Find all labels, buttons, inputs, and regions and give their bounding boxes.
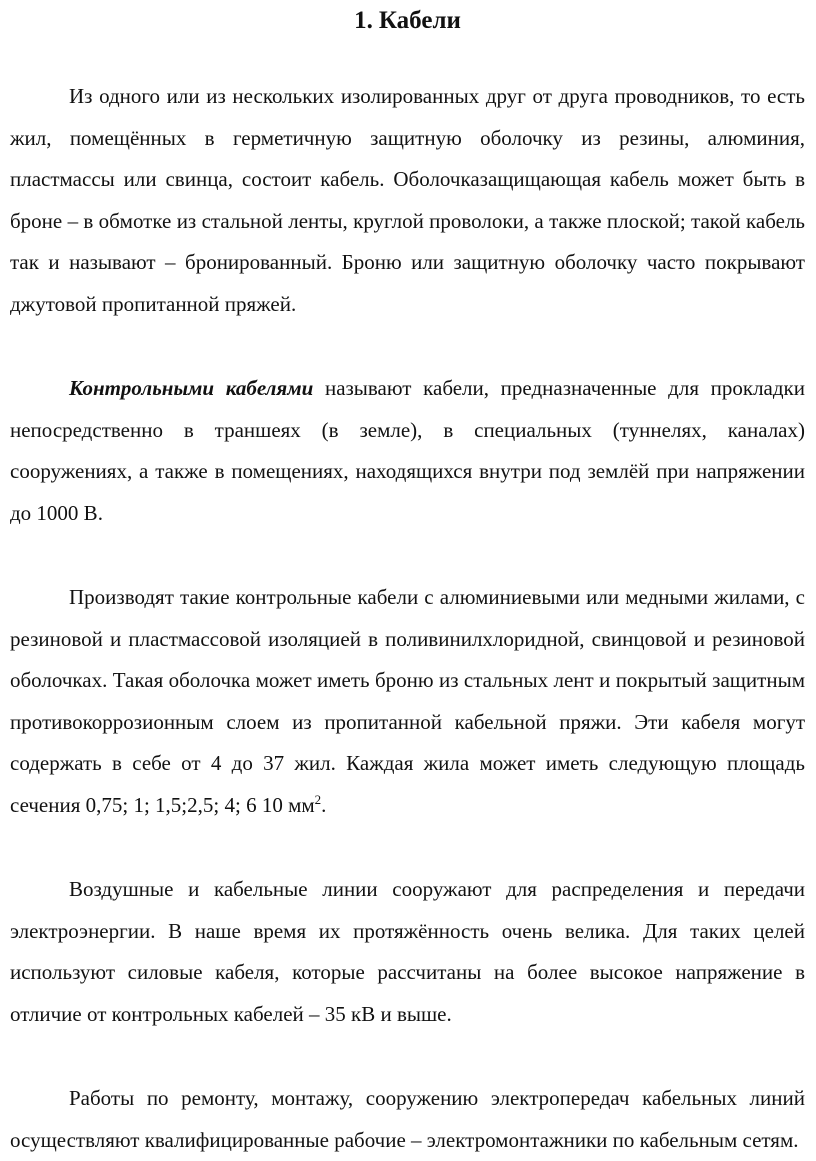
paragraph-power-lines: Воздушные и кабельные линии сооружают для распределения и передачи электроэнергии. В наше время их протяжённость очень велика. Для таких целей используют силовые кабеля, которые рассчитаны на более высокое напряжение в отличие от контрольных кабелей – 35 кВ и выше. (10, 877, 805, 1026)
paragraph-production-end: . (321, 792, 327, 817)
section-number: 1. (354, 7, 373, 34)
paragraph-production-text: Производят такие контрольные кабели с алюминиевыми или медными жилами, с резиновой и пластмассовой изоляцией в поливинилхлоридной, свинцовой и резиновой оболочках. Такая оболочка может иметь броню из стальных лент и покрытый защитным противокоррозионным слоем из пропитанной кабельной пряжи. Эти кабеля могут содержать в себе от 4 до 37 жил. Каждая жила может иметь следующую площадь сечения 0,75; 1; 1,5;2,5; 4; 6 10 мм (10, 585, 805, 817)
paragraph-control-cables-text: называют кабели, предназначенные для прокладки непосредственно в траншеях (в земле), в специальных (туннелях, каналах) сооружениях, а также в помещениях, находящихся внутри под землёй при напряжении до 1000 В. (10, 376, 805, 525)
section-title: Кабели (378, 7, 461, 34)
page-title (10, 6, 805, 36)
paragraph-cable-definition: Из одного или из нескольких изолированных друг от друга проводников, то есть жил, помещённых в герметичную защитную оболочку из резины, алюминия, пластмассы или свинца, состоит кабель. Оболочказащищающая кабель может быть в броне – в обмотке из стальной ленты, круглой проволоки, а также плоской; такой кабель так и называют – бронированный. Броню или защитную оболочку часто покрывают джутовой пропитанной пряжей. (10, 84, 805, 316)
superscript-squared: 2 (314, 791, 322, 807)
term-control-cables: Контрольными кабелями (69, 376, 314, 400)
paragraph-workers: Работы по ремонту, монтажу, сооружению электропередач кабельных линий осуществляют квалифицированные рабочие – электромонтажники по кабельным сетям. (10, 1086, 805, 1152)
paragraph-production (10, 577, 805, 826)
paragraph-control-cables (10, 368, 805, 534)
